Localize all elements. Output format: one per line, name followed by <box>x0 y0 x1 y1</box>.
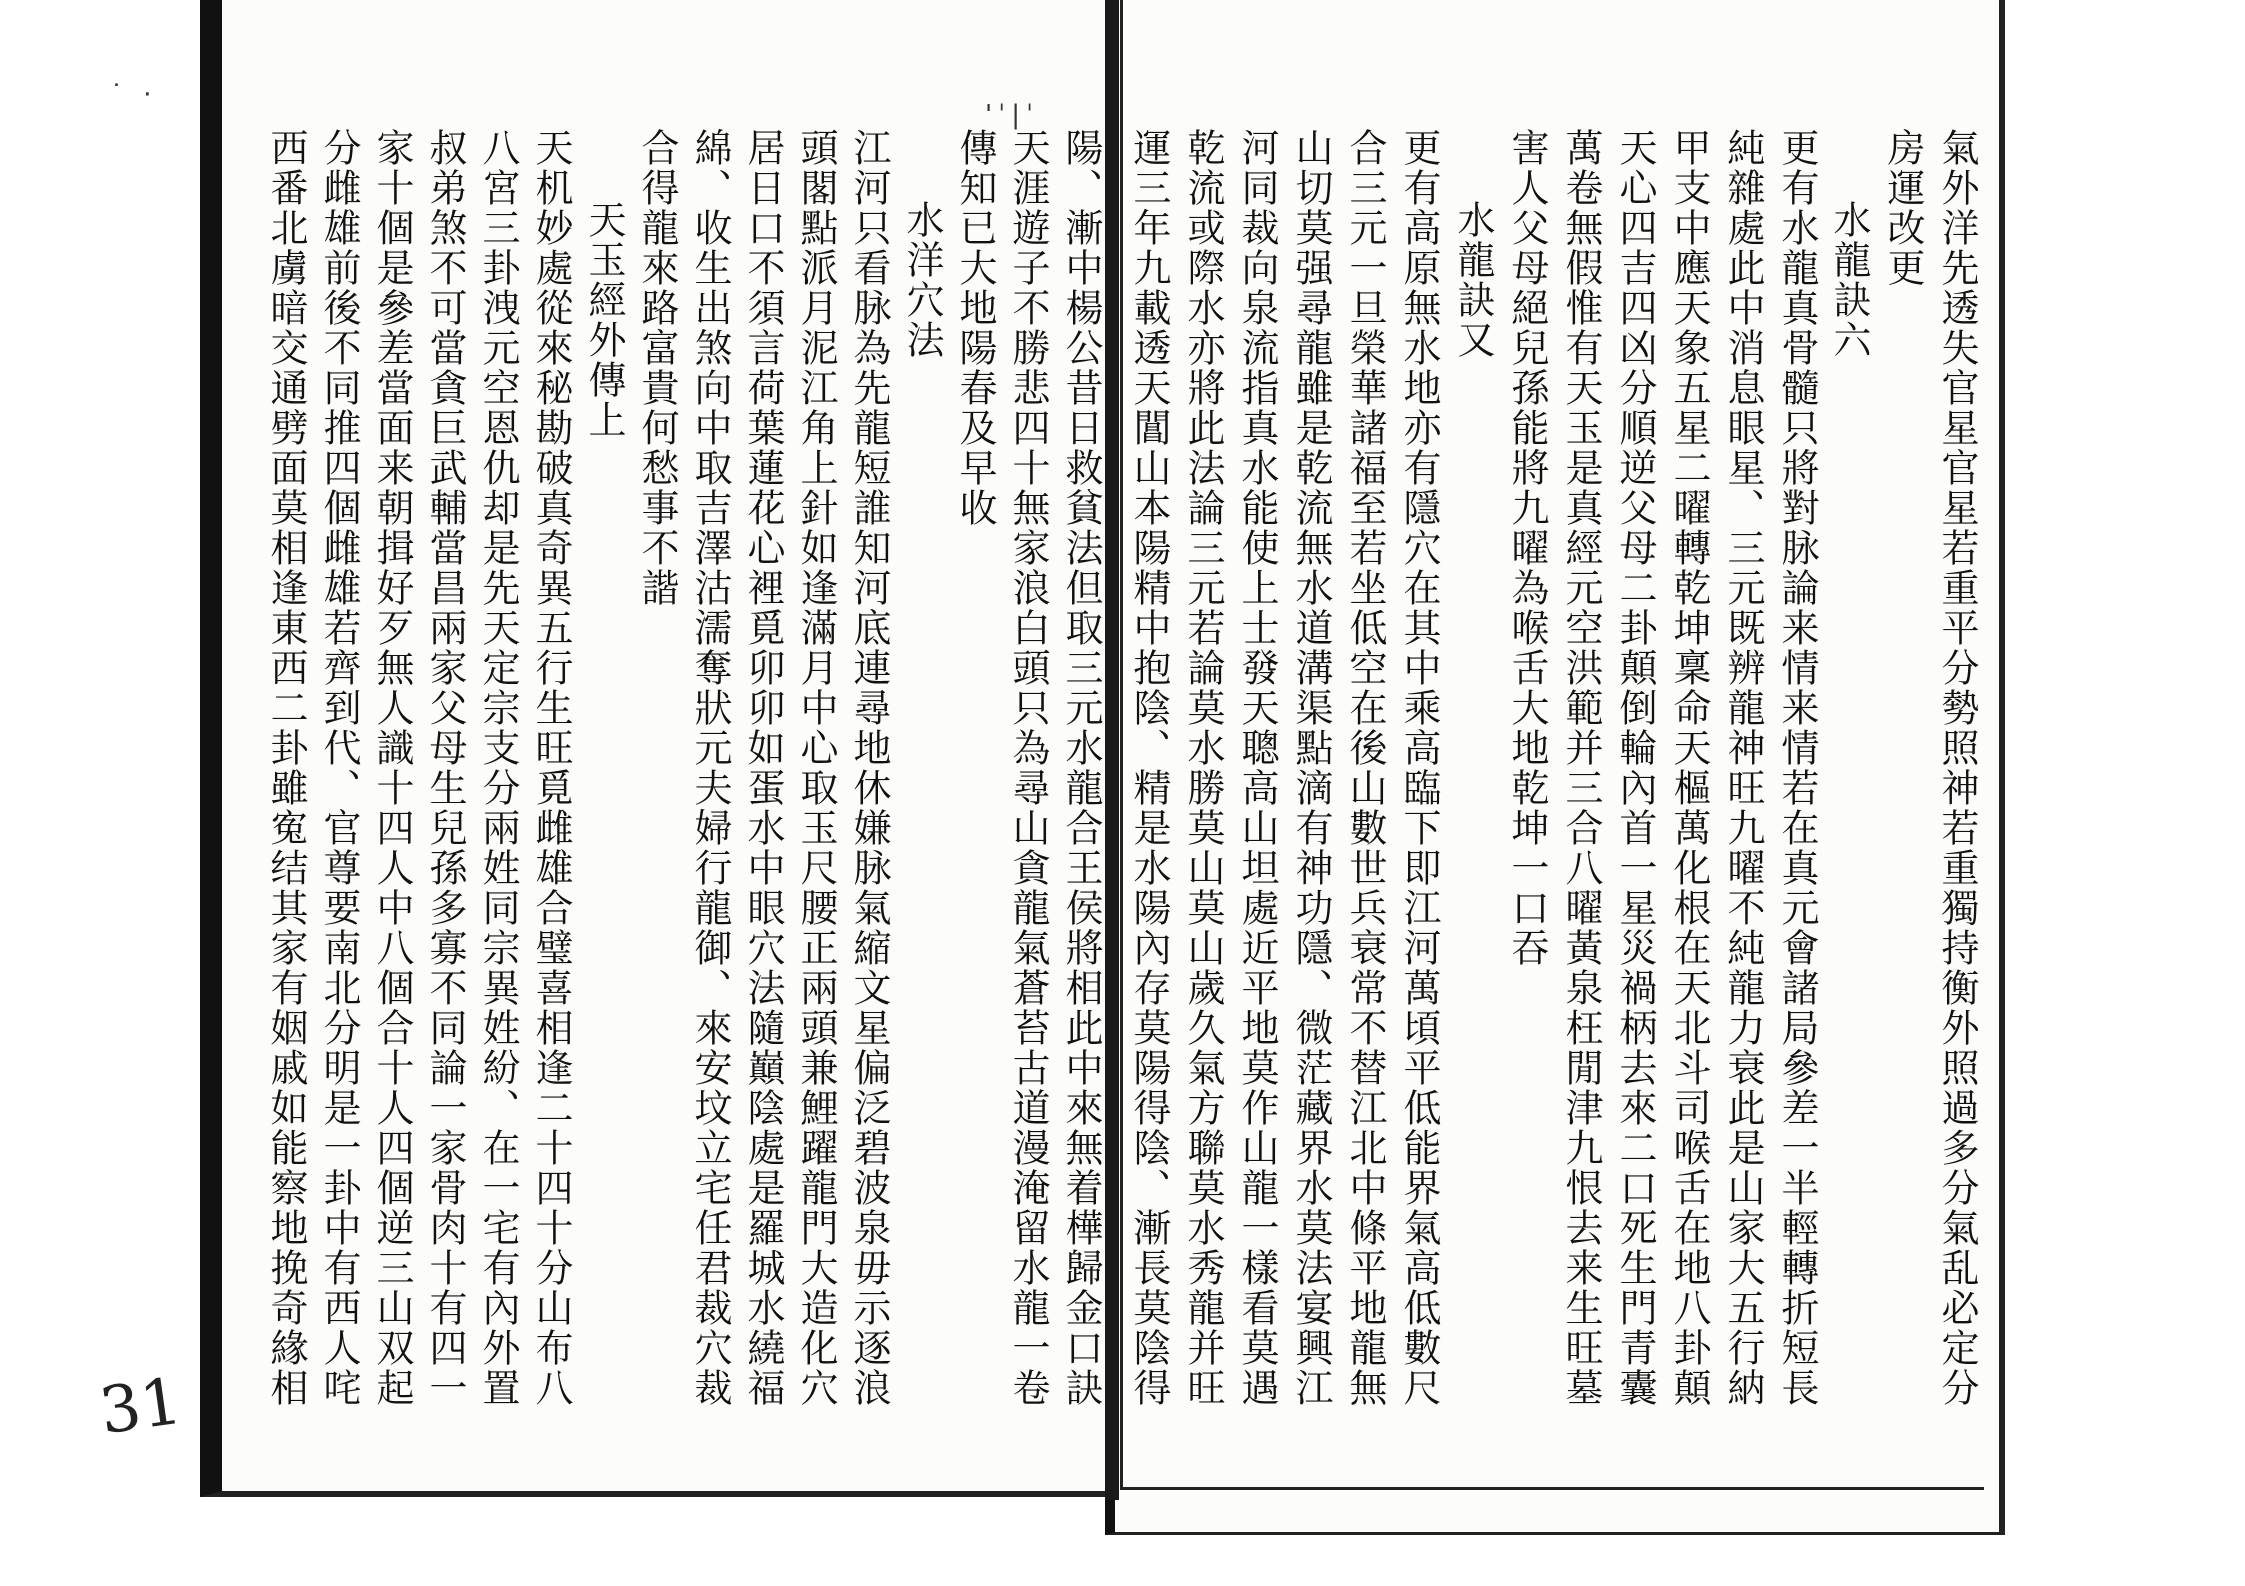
text-column: 綿、收生出煞向中取吉澤沽濡奪狀元夫婦行龍御、來安坟立宅任君裁穴裁 <box>688 128 732 1408</box>
text-column: 天心四吉四凶分順逆父母二卦顛倒輪內首一星災禍柄去來二口死生門青囊 <box>1613 128 1657 1408</box>
text-column: 陽、漸中楊公昔日救貧法但取三元水龍合王侯將相此中來無着樺歸金口訣 <box>1059 128 1103 1408</box>
text-column: 萬卷無假惟有天玉是真經元空洪範并三合八曜黃泉枉閒津九恨去来生旺墓 <box>1559 128 1603 1408</box>
text-column: 居日口不須言荷葉蓮花心裡覓卯卯如蛋水中眼穴法隨巔陰處是羅城水繞福 <box>741 128 785 1408</box>
text-column: 家十個是參差當面来朝揖好歹無人識十四人中八個合十人四個逆三山双起 <box>370 128 414 1408</box>
text-column: 合得龍來路富貴何愁事不諧 <box>635 128 679 608</box>
text-column: 更有高原無水地亦有隱穴在其中乘高臨下即江河萬頃平低能界氣高低數尺 <box>1397 128 1441 1408</box>
text-column: 河同裁向泉流指真水能使上士發天聰高山坦處近平地莫作山龍一樣看莫遇 <box>1235 128 1279 1408</box>
text-column: 房運改更 <box>1881 128 1925 288</box>
section-heading: 天玉經外傳上 <box>582 200 626 440</box>
text-column: 更有水龍真骨髓只將對脉論来情来情若在真元會諸局參差一半輕轉折短長 <box>1775 128 1819 1408</box>
text-column: 天涯遊子不勝悲四十無家浪白頭只為尋山貪龍氣蒼苔古道漫淹留水龍一卷 <box>1006 128 1050 1408</box>
text-column: 運三年九載透天閶山本陽精中抱陰、精是水陽內存莫陽得陰、漸長莫陰得 <box>1127 128 1171 1408</box>
section-heading: 水龍訣六 <box>1827 200 1871 360</box>
text-column: 西番北虜暗交通劈面莫相逢東西二卦雖寃结其家有姻戚如能察地挽奇緣相 <box>264 128 308 1408</box>
page-number: 31 <box>95 1364 187 1450</box>
text-column: 合三元一旦榮華諸福至若坐低空在後山數世兵衰常不替江北中條平地龍無 <box>1343 128 1387 1408</box>
text-column: 叔弟煞不可當貪巨武輔當昌兩家父母生兒孫多寡不同論一家骨肉十有四一 <box>423 128 467 1408</box>
text-column: 傳知已大地陽春及早收 <box>953 128 997 528</box>
scan-specks: 'ˈ|ˈ <box>985 100 1040 130</box>
text-column: 純雜處此中消息眼星、三元既辨龍神旺九曜不純龍力衰此是山家大五行納 <box>1721 128 1765 1408</box>
scan-specks: ˙ · <box>110 80 158 110</box>
text-column: 山切莫强尋龍雖是乾流無水道溝渠點滴有神功隱、微茫藏界水莫法宴興江 <box>1289 128 1333 1408</box>
text-column: 氣外洋先透失官星官星若重平分勢照神若重獨持衡外照過多分氣乱必定分 <box>1935 128 1979 1408</box>
text-column: 頭閣點派月泥江角上針如逢滿月中心取玉尺腰正兩頭兼鯉躍龍門大造化穴 <box>794 128 838 1408</box>
text-column: 江河只看脉為先龍短誰知河底連尋地休嫌脉氣縮文星偏泛碧波泉毋示逐浪 <box>847 128 891 1408</box>
text-column: 天机妙處從來秘勘破真奇異五行生旺覓雌雄合璧喜相逢二十四十分山布八 <box>529 128 573 1408</box>
section-heading: 水洋穴法 <box>900 200 944 360</box>
section-heading: 水龍訣又 <box>1451 200 1495 360</box>
text-column: 八宮三卦洩元空恩仇却是先天定宗支分兩姓同宗異姓紛、在一宅有內外置 <box>476 128 520 1408</box>
text-column: 甲支中應天象五星二曜轉乾坤稟命天樞萬化根在天北斗司喉舌在地八卦顛 <box>1667 128 1711 1408</box>
text-column: 害人父母絕兒孫能將九曜為喉舌大地乾坤一口吞 <box>1505 128 1549 968</box>
book-gutter <box>1105 0 1119 1500</box>
text-column: 乾流或際水亦將此法論三元若論莫水勝莫山莫山歲久氣方聯莫水秀龍并旺 <box>1181 128 1225 1408</box>
text-column: 分雌雄前後不同推四個雌雄若齊到代、官尊要南北分明是一卦中有西人咤 <box>317 128 361 1408</box>
